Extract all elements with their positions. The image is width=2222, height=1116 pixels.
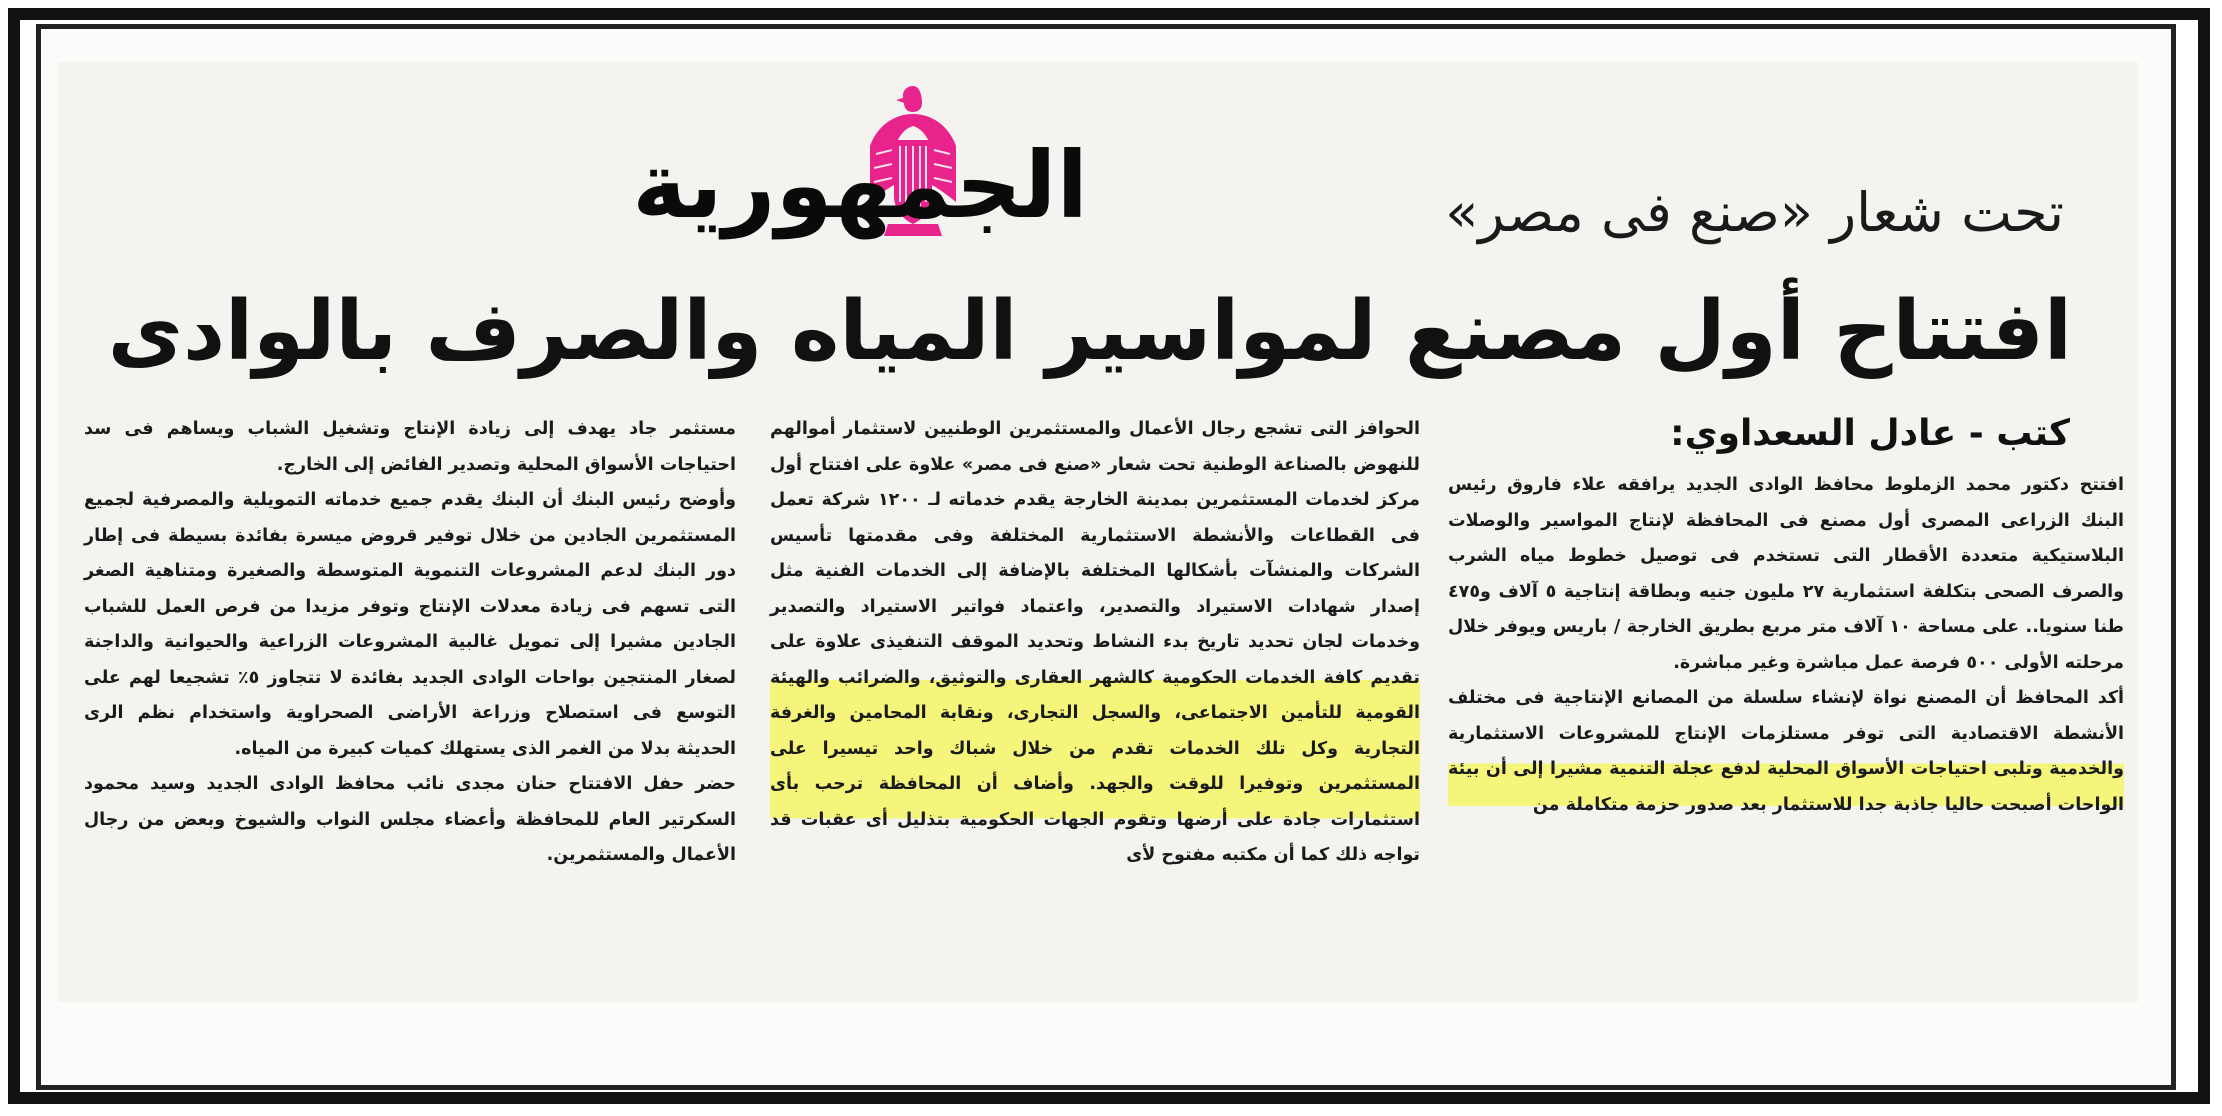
column-3-paragraph-1: مستثمر جاد يهدف إلى زيادة الإنتاج وتشغيل الشباب ويساهم فى سد احتياجات الأسواق المحلية وتصدير الفائض إلى الخارج.: [84, 419, 736, 475]
article-headline: افتتاح أول مصنع لمواسير المياه والصرف بالوادى: [107, 284, 2072, 379]
newspaper-logo: [632, 78, 1088, 248]
column-3-paragraph-3: حضر حفل الافتتاح حنان مجدى نائب محافظ الوادى الجديد وسيد محمود السكرتير العام للمحافظة وأعضاء مجلس النواب والشيوخ وبعض من رجال الأعمال والمستثمرين.: [84, 774, 736, 865]
column-1-paragraph-1: افتتح دكتور محمد الزملوط محافظ الوادى الجديد يرافقه علاء فاروق رئيس البنك الزراعى المصرى أول مصنع فى المحافظة لإنتاج المواسير والوصلات البلاستيكية متعددة الأقطار التى تستخدم فى توصيل خطوط مياه الشرب والصرف الصحى بتكلفة استثمارية ٢٧ مليون جنيه وبطاقة إنتاجية ٥ آلاف و٤٧٥ طنا سنويا.. على مساحة ١٠ آلاف متر مربع بطريق الخارجة / باريس ويوفر خلال مرحلته الأولى ٥٠٠ فرصة عمل مباشرة وغير مباشرة.: [1448, 475, 2125, 673]
column-1-paragraph-2: أكد المحافظ أن المصنع نواة لإنشاء سلسلة من المصانع الإنتاجية فى مختلف الأنشطة الاقتصادية التى توفر مستلزمات الإنتاج للمشروعات الاستثمارية والخدمية وتلبى احتياجات الأسواق المحلية لدفع عجلة التنمية مشيرا إلى أن بيئة الواحات أصبحت حاليا جاذبة جدا للاستثمار بعد صدور حزمة متكاملة من: [1448, 681, 2124, 823]
column-3-paragraph-2: وأوضح رئيس البنك أن البنك يقدم جميع خدماته التمويلية والمصرفية لجميع المستثمرين الجادين من خلال توفير قروض ميسرة بفائدة بسيطة فى إطار دور البنك لدعم المشروعات التنموية المتوسطة والصغيرة ومتناهية الصغر التى تسهم فى زيادة معدلات الإنتاج وتوفر مزيدا من فرص العمل للشباب الجادين مشيرا إلى تمويل غالبية المشروعات الزراعية والحيوانية والداجنة لصغار المنتجين بواحات الوادى الجديد بفائدة لا تتجاوز ٥٪ تشجيعا لهم على التوسع فى استصلاح وزراعة الأراضى الصحراوية واستخدام نظم الرى الحديثة بدلا من الغمر الذى يستهلك كميات كبيرة من المياه.: [84, 490, 736, 759]
column-2-paragraph-1: الحوافز التى تشجع رجال الأعمال والمستثمرين الوطنيين لاستثمار أموالهم للنهوض بالصناعة الوطنية تحت شعار «صنع فى مصر» علاوة على افتتاح أول مركز لخدمات المستثمرين بمدينة الخارجة يقدم خدماته لـ ١٢٠٠ شركة تعمل فى القطاعات والأنشطة الاستثمارية المختلفة وفى مقدمتها تأسيس الشركات والمنشآت بأشكالها المختلفة بالإضافة إلى الخدمات الفنية مثل إصدار شهادات الاستيراد والتصدير، واعتماد فواتير الاستيراد والتصدير وخدمات لجان تحديد تاريخ بدء النشاط وتحديد الموقف التنفيذى علاوة على تقديم كافة الخدمات الحكومية كالشهر العقارى والتوثيق، والضرائب والهيئة القومية للتأمين الاجتماعى، والسجل التجارى، ونقابة المحامين والغرفة التجارية وكل تلك الخدمات تقدم من خلال شباك واحد تيسيرا على المستثمرين وتوفيرا للوقت والجهد. وأضاف أن المحافظة ترحب بأى استثمارات جادة على أرضها وتقوم الجهات الحكومية بتذليل أى عقبات قد تواجه ذلك كما أن مكتبه مفتوح لأى: [770, 412, 1420, 874]
newspaper-name: الجمهورية: [632, 132, 1088, 239]
article-byline: كتب - عادل السعداوي:: [1670, 413, 2070, 454]
article-column-3: [84, 412, 736, 874]
article-kicker: تحت شعار «صنع فى مصر»: [1445, 181, 2064, 244]
article-column-1: [1448, 468, 2124, 823]
article-column-2: [770, 412, 1420, 874]
